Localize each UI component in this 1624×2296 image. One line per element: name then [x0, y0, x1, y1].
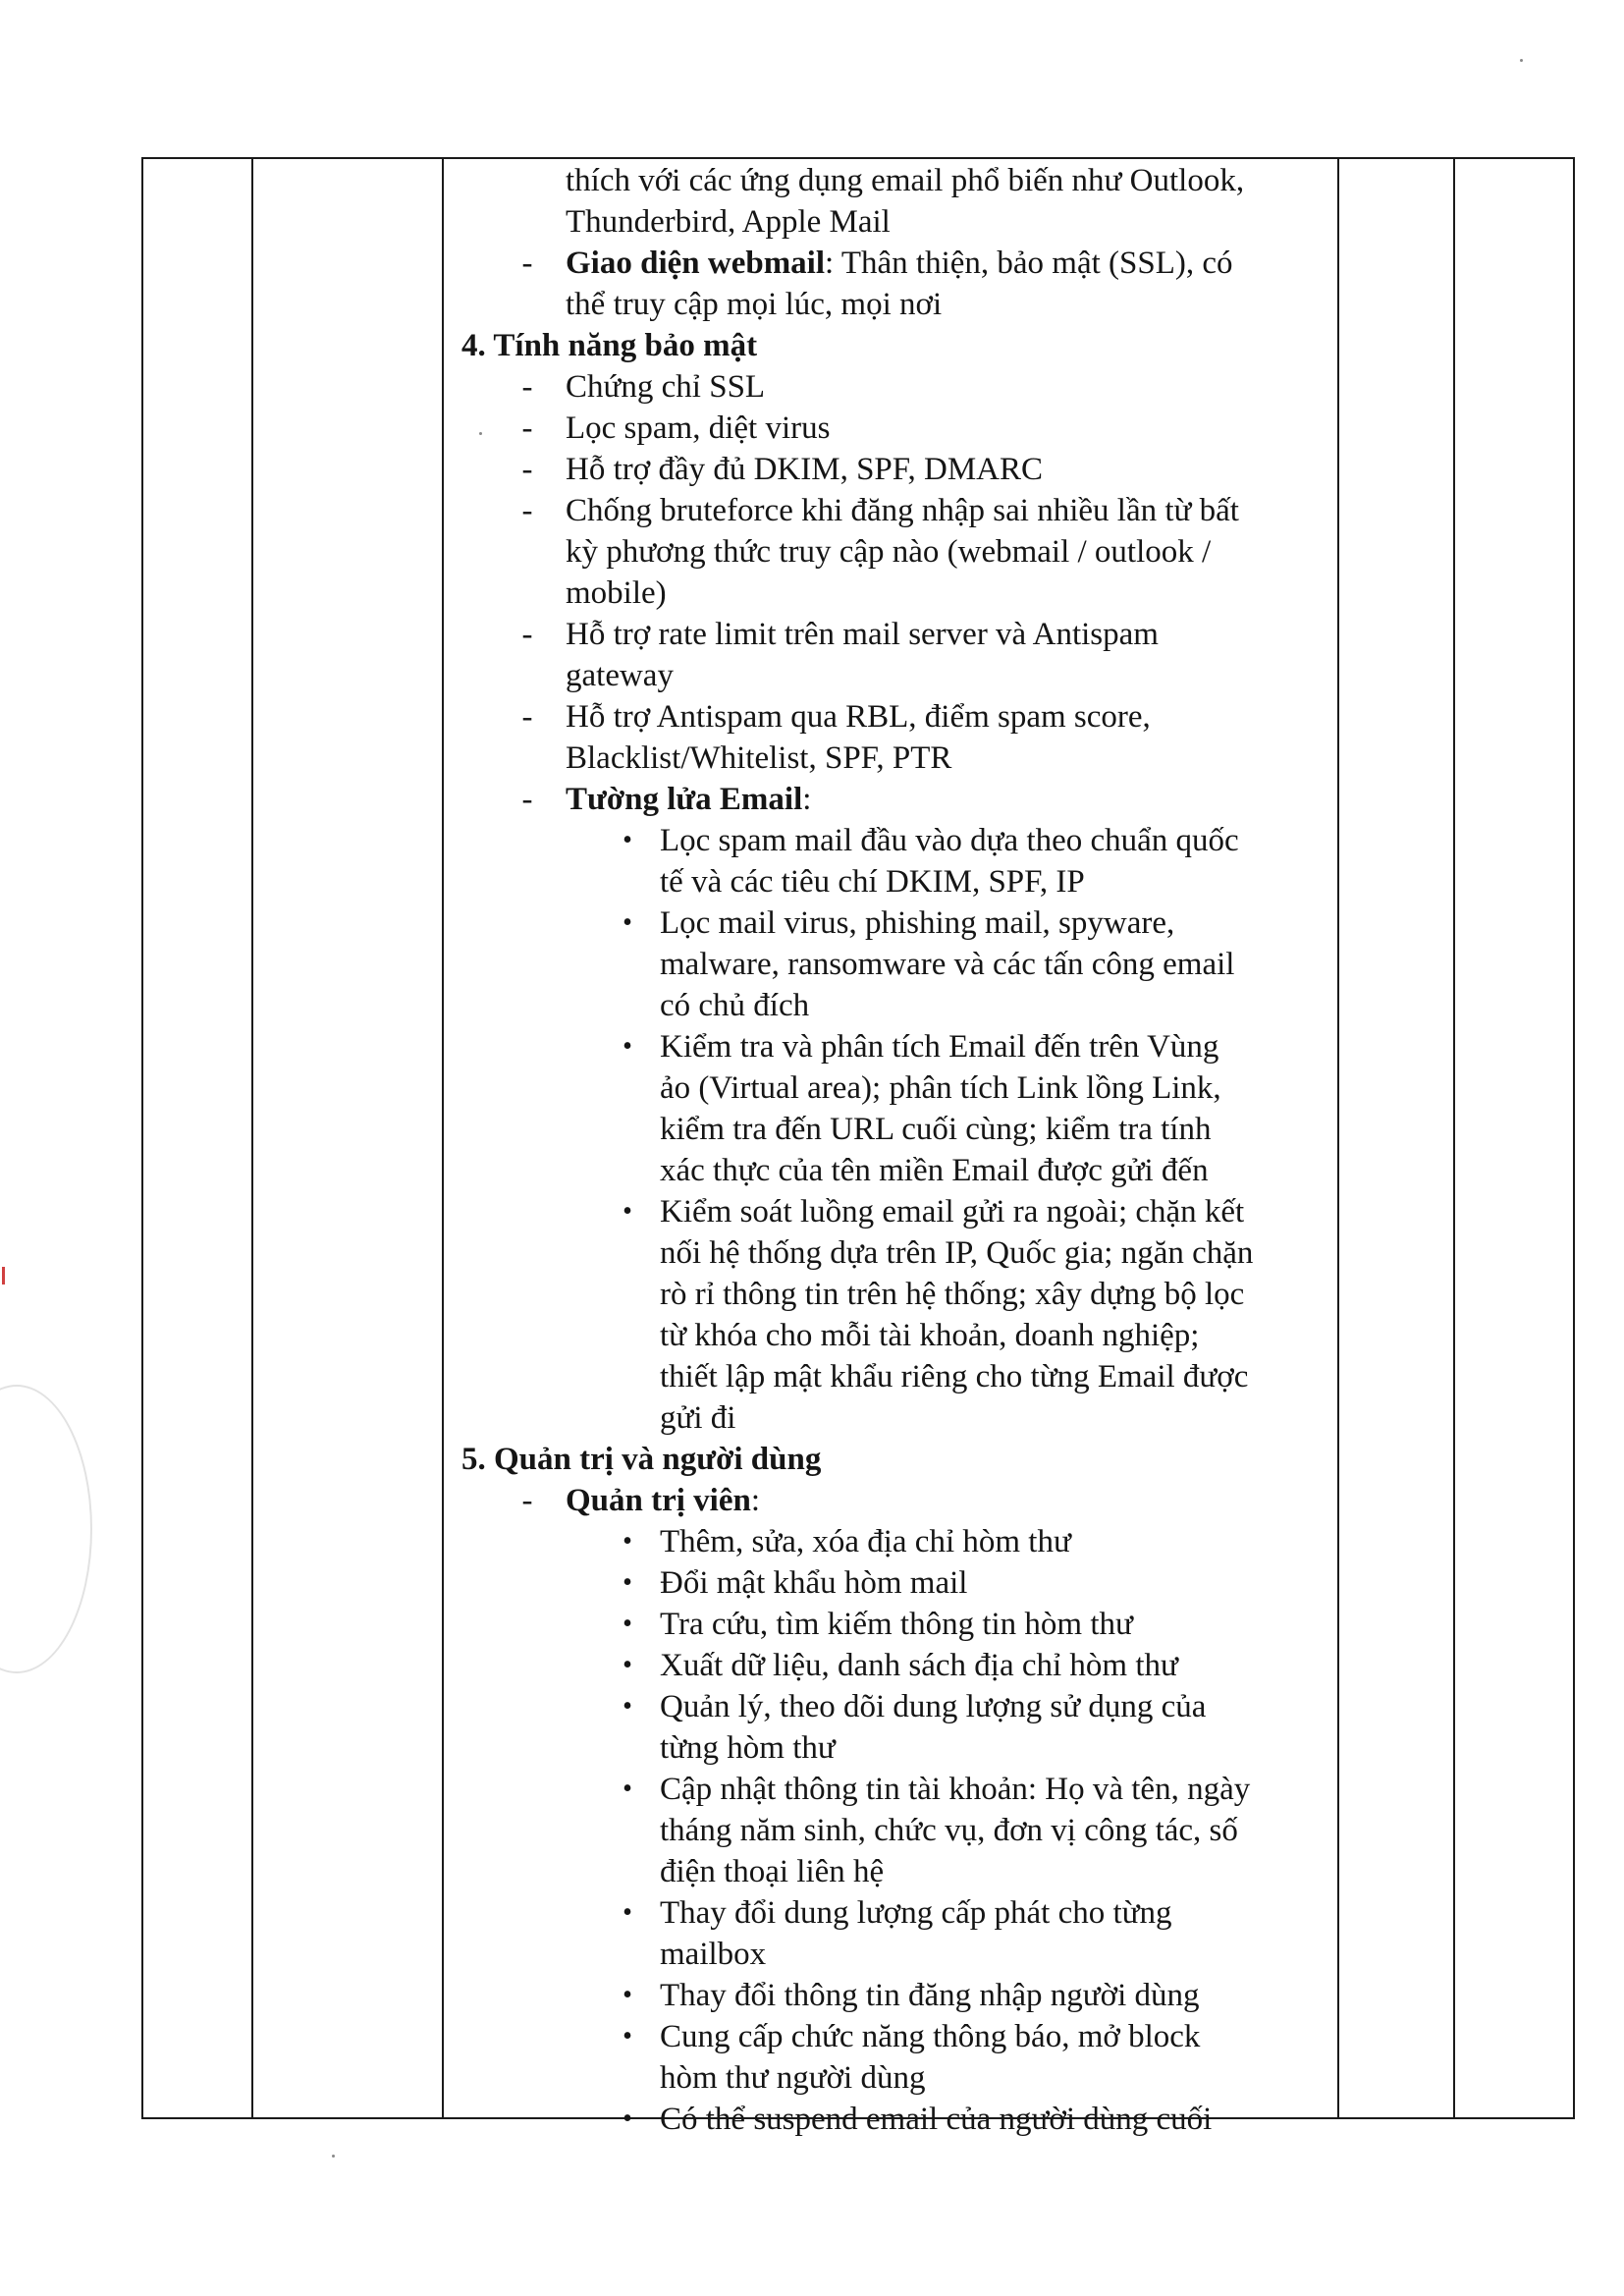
line-text: Có thể suspend email của người dùng cuối: [660, 2102, 1213, 2137]
line-text: gửi đi: [660, 1400, 736, 1436]
line-text: tháng năm sinh, chức vụ, đơn vị công tác, số: [660, 1813, 1238, 1848]
line-text: malware, ransomware và các tấn công email: [660, 947, 1235, 982]
line-text: có chủ đích: [660, 988, 810, 1023]
content-line: [448, 861, 1331, 902]
line-text: từng hòm thư: [660, 1730, 836, 1766]
content-line: [448, 1851, 1331, 1892]
content-line: [448, 1645, 1331, 1686]
bold-term: Tường lửa Email: [566, 782, 803, 817]
line-text: mobile): [566, 575, 667, 611]
content-line: [448, 408, 1331, 449]
line-text: điện thoại liên hệ: [660, 1854, 885, 1889]
bullet-marker: •: [623, 1609, 632, 1639]
red-mark: [2, 1267, 5, 1285]
line-text: kỳ phương thức truy cập nào (webmail / outlook /: [566, 534, 1212, 570]
content-line: [448, 696, 1331, 738]
content-line: [448, 944, 1331, 985]
section-heading: [448, 1439, 1331, 1480]
content-line: [448, 1480, 1331, 1521]
line-text: thích với các ứng dụng email phổ biến như Outlook,: [566, 163, 1245, 198]
content-line: [448, 1067, 1331, 1109]
line-text: Cập nhật thông tin tài khoản: Họ và tên, ngày: [660, 1772, 1251, 1807]
bullet-marker: •: [623, 1650, 632, 1680]
content-line: [448, 1232, 1331, 1274]
dash-marker: -: [521, 246, 533, 281]
line-text: Xuất dữ liệu, danh sách địa chỉ hòm thư: [660, 1648, 1178, 1683]
content-line: [448, 1026, 1331, 1067]
bullet-marker: •: [623, 1526, 632, 1557]
content-line: [448, 366, 1331, 408]
content-line: [448, 1191, 1331, 1232]
line-text: Thunderbird, Apple Mail: [566, 204, 891, 240]
dash-marker: -: [521, 699, 533, 735]
dash-marker: -: [521, 410, 533, 446]
content-line: [448, 160, 1331, 201]
line-text: :: [802, 782, 812, 817]
scan-speck: [1520, 59, 1523, 62]
dash-marker: -: [521, 782, 533, 817]
content-line: [448, 1892, 1331, 1934]
line-text: Chống bruteforce khi đăng nhập sai nhiều lần từ bất: [566, 493, 1239, 528]
content-line: [448, 820, 1331, 861]
line-text: rò rỉ thông tin trên hệ thống; xây dựng bộ lọc: [660, 1277, 1245, 1312]
bullet-marker: •: [623, 1691, 632, 1722]
line-text: Thêm, sửa, xóa địa chỉ hòm thư: [660, 1524, 1071, 1559]
bullet-marker: •: [623, 907, 632, 938]
line-text: Hỗ trợ đầy đủ DKIM, SPF, DMARC: [566, 452, 1044, 487]
content-line: [448, 1521, 1331, 1562]
line-text: Kiểm soát luồng email gửi ra ngoài; chặn kết: [660, 1194, 1245, 1230]
line-text: nối hệ thống dựa trên IP, Quốc gia; ngăn chặn: [660, 1235, 1254, 1271]
content-line: [448, 1769, 1331, 1810]
bullet-marker: •: [623, 1980, 632, 2010]
content-line: [448, 1274, 1331, 1315]
content-line: [448, 985, 1331, 1026]
line-text: Lọc spam, diệt virus: [566, 410, 831, 446]
content-line: [448, 2057, 1331, 2099]
bullet-marker: •: [623, 1897, 632, 1928]
line-text: Thay đổi dung lượng cấp phát cho từng: [660, 1895, 1172, 1931]
dash-marker: -: [521, 1483, 533, 1518]
line-text: 4. Tính năng bảo mật: [461, 328, 758, 363]
specification-cell: [448, 160, 1331, 2140]
content-line: [448, 738, 1331, 779]
content-line: [448, 2016, 1331, 2057]
line-text: hòm thư người dùng: [660, 2060, 926, 2096]
line-text: Hỗ trợ rate limit trên mail server và Antispam: [566, 617, 1159, 652]
line-text: xác thực của tên miền Email được gửi đến: [660, 1153, 1209, 1188]
scan-speck: [332, 2155, 335, 2158]
dash-marker: -: [521, 452, 533, 487]
content-line: [448, 1727, 1331, 1769]
bullet-marker: •: [623, 2021, 632, 2051]
content-line: [448, 1397, 1331, 1439]
content-line: [448, 1562, 1331, 1604]
column-divider: [442, 157, 444, 2119]
line-text: Blacklist/Whitelist, SPF, PTR: [566, 740, 952, 776]
content-line: [448, 2099, 1331, 2140]
content-line: [448, 243, 1331, 284]
line-text: 5. Quản trị và người dùng: [461, 1442, 822, 1477]
content-line: [448, 1810, 1331, 1851]
content-line: [448, 1109, 1331, 1150]
line-text: Chứng chỉ SSL: [566, 369, 766, 405]
content-line: [448, 284, 1331, 325]
section-heading: [448, 325, 1331, 366]
content-line: [448, 779, 1331, 820]
content-line: [448, 1686, 1331, 1727]
line-text: :: [750, 1483, 761, 1518]
content-line: [448, 1934, 1331, 1975]
faded-stamp: [0, 1385, 92, 1673]
content-line: [448, 490, 1331, 531]
line-text: Cung cấp chức năng thông báo, mở block: [660, 2019, 1201, 2054]
line-text: thể truy cập mọi lúc, mọi nơi: [566, 287, 943, 322]
line-text: Thay đổi thông tin đăng nhập người dùng: [660, 1978, 1200, 2013]
line-text: : Thân thiện, bảo mật (SSL), có: [825, 246, 1233, 281]
bullet-marker: •: [623, 1774, 632, 1804]
bold-term: Giao diện webmail: [566, 246, 826, 281]
line-text: từ khóa cho mỗi tài khoản, doanh nghiệp;: [660, 1318, 1200, 1353]
content-line: [448, 614, 1331, 655]
bullet-marker: •: [623, 1031, 632, 1062]
content-line: [448, 902, 1331, 944]
dash-marker: -: [521, 493, 533, 528]
content-line: [448, 1604, 1331, 1645]
line-text: ảo (Virtual area); phân tích Link lồng Link,: [660, 1070, 1221, 1106]
line-text: Đổi mật khẩu hòm mail: [660, 1565, 968, 1601]
line-text: kiểm tra đến URL cuối cùng; kiểm tra tính: [660, 1112, 1212, 1147]
line-text: mailbox: [660, 1937, 767, 1972]
line-text: Hỗ trợ Antispam qua RBL, điểm spam score,: [566, 699, 1151, 735]
column-divider: [251, 157, 253, 2119]
content-line: [448, 1356, 1331, 1397]
content-line: [448, 449, 1331, 490]
bullet-marker: •: [623, 825, 632, 855]
column-divider: [1453, 157, 1455, 2119]
bullet-marker: •: [623, 1196, 632, 1227]
content-line: [448, 1150, 1331, 1191]
content-line: [448, 1315, 1331, 1356]
bold-term: Quản trị viên: [566, 1483, 751, 1518]
content-line: [448, 531, 1331, 573]
bullet-marker: •: [623, 2104, 632, 2134]
line-text: tế và các tiêu chí DKIM, SPF, IP: [660, 864, 1085, 900]
line-text: Lọc mail virus, phishing mail, spyware,: [660, 905, 1175, 941]
dash-marker: -: [521, 369, 533, 405]
bullet-marker: •: [623, 1567, 632, 1598]
line-text: Tra cứu, tìm kiếm thông tin hòm thư: [660, 1607, 1133, 1642]
line-text: Lọc spam mail đầu vào dựa theo chuẩn quốc: [660, 823, 1239, 858]
line-text: Quản lý, theo dõi dung lượng sử dụng của: [660, 1689, 1207, 1724]
content-line: [448, 1975, 1331, 2016]
line-text: gateway: [566, 658, 674, 693]
content-line: [448, 573, 1331, 614]
line-text: Kiểm tra và phân tích Email đến trên Vùng: [660, 1029, 1219, 1065]
line-text: thiết lập mật khẩu riêng cho từng Email được: [660, 1359, 1249, 1394]
dash-marker: -: [521, 617, 533, 652]
content-line: [448, 201, 1331, 243]
column-divider: [1337, 157, 1339, 2119]
content-line: [448, 655, 1331, 696]
